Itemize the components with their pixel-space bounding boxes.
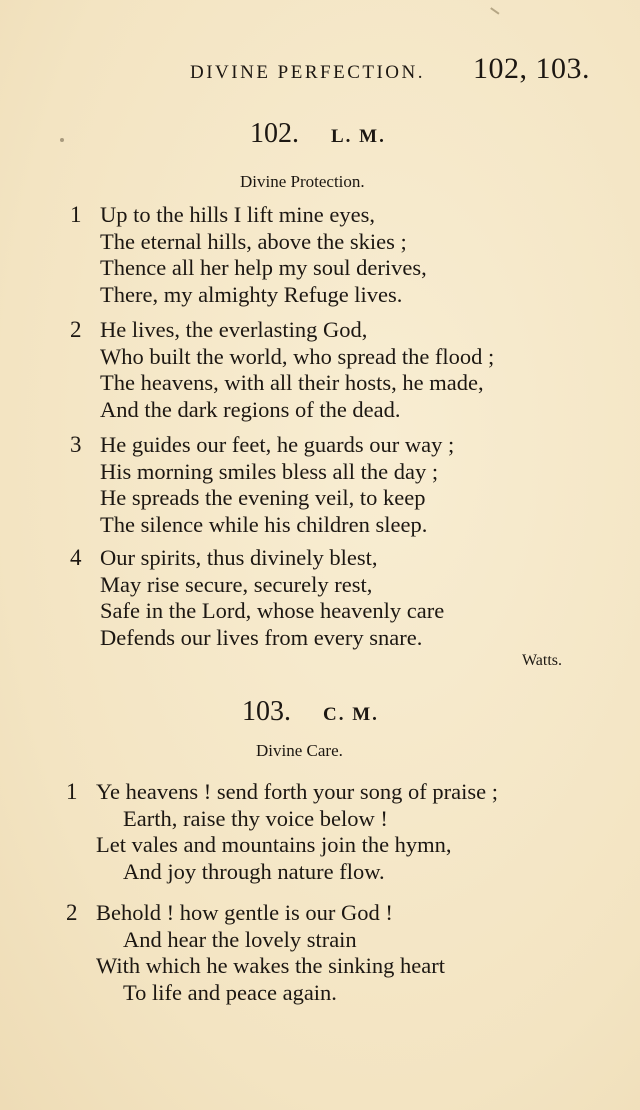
stanza [66, 779, 498, 885]
verse-line: Behold ! how gentle is our God ! [96, 900, 393, 925]
stanza-number: 2 [66, 900, 78, 925]
verse-line: The heavens, with all their hosts, he made, [100, 370, 484, 395]
verse-line: He guides our feet, he guards our way ; [100, 432, 455, 457]
verse-line: The eternal hills, above the skies ; [100, 228, 407, 254]
verse-line: And the dark regions of the dead. [100, 396, 401, 422]
verse-line: Safe in the Lord, whose heavenly care [100, 598, 445, 623]
verse-line: Ye heavens ! send forth your song of praise ; [96, 779, 499, 804]
verse-line: Let vales and mountains join the hymn, [96, 832, 452, 857]
stanza-number: 2 [70, 317, 82, 342]
hymn-meter: C. M. [323, 704, 379, 725]
stanza [70, 432, 454, 538]
running-header [190, 52, 590, 86]
verse-line: Defends our lives from every snare. [100, 624, 423, 650]
verse-line: His morning smiles bless all the day ; [100, 458, 439, 484]
hymn-number: 103. [242, 696, 291, 727]
verse-line: The silence while his children sleep. [100, 511, 428, 537]
stanza-number: 1 [66, 779, 78, 804]
running-title: DIVINE PERFECTION. [190, 62, 425, 83]
verse-line: With which he wakes the sinking heart [96, 953, 446, 978]
verse-line: Thence all her help my soul derives, [100, 255, 427, 280]
verse-line: Up to the hills I lift mine eyes, [100, 202, 375, 227]
hymn-meter: L. M. [331, 126, 386, 147]
verse-line: Earth, raise thy voice below ! [123, 805, 388, 831]
verse-line: And hear the lovely strain [123, 926, 357, 952]
stanza-number: 1 [70, 202, 82, 227]
attribution: Watts. [521, 652, 562, 669]
stanza [70, 202, 427, 308]
verse-line: Who built the world, who spread the flood ; [100, 343, 495, 369]
verse-line: There, my almighty Refuge lives. [100, 281, 403, 307]
verse-line: He spreads the evening veil, to keep [100, 485, 426, 510]
verse-line: May rise secure, securely rest, [100, 571, 373, 597]
stanza [66, 900, 445, 1006]
paper-speck [60, 138, 64, 142]
hymn-heading [242, 696, 379, 728]
stanza-number: 3 [70, 432, 82, 457]
hymn-heading [250, 118, 386, 150]
verse-line: And joy through nature flow. [123, 858, 385, 884]
hymn-subtitle: Divine Care. [256, 741, 343, 760]
stanza-number: 4 [70, 545, 82, 570]
verse-line: To life and peace again. [123, 979, 337, 1005]
stanza [70, 545, 444, 651]
verse-line: He lives, the everlasting God, [100, 317, 368, 342]
page-numbers: 102, 103. [473, 52, 590, 85]
hymn-number: 102. [250, 118, 299, 149]
verse-line: Our spirits, thus divinely blest, [100, 545, 378, 570]
stanza [70, 317, 494, 423]
paper-mark [490, 7, 499, 14]
hymn-subtitle: Divine Protection. [240, 172, 365, 191]
